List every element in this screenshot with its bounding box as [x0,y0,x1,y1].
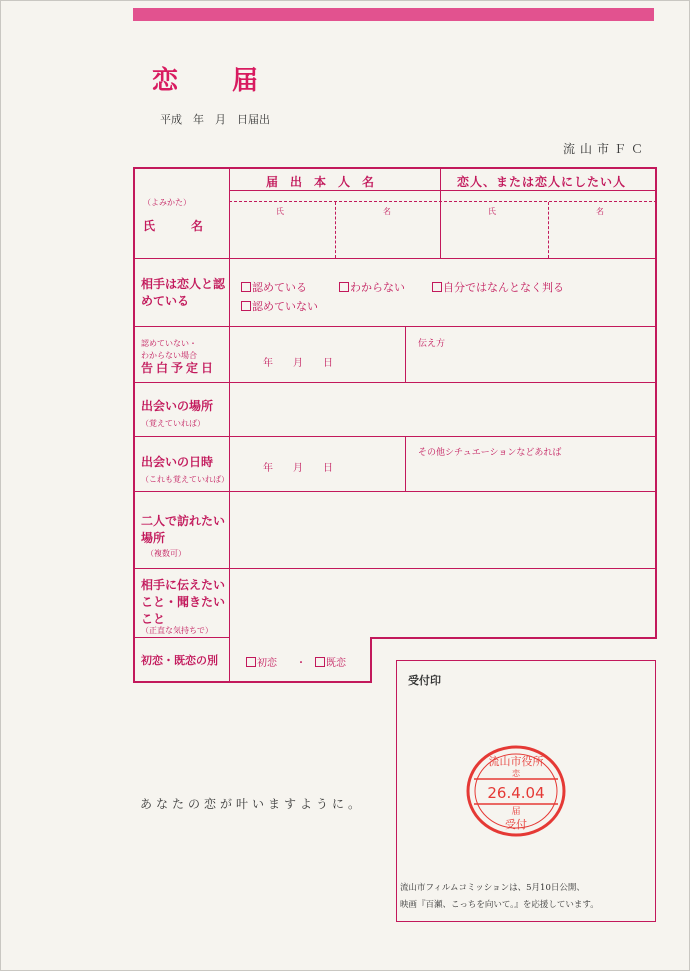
message-field[interactable] [231,570,654,636]
checkbox[interactable] [241,301,251,311]
stamp-mid-text: 恋 [512,769,520,778]
reading-label: （よみかた） [143,198,191,207]
love-type-separator: ・ [296,658,306,669]
checkbox[interactable] [432,282,442,292]
partner-family-name-label: 氏 [488,207,496,216]
reception-stamp [462,742,570,842]
recognize-option-unknown[interactable]: わからない [339,279,405,295]
note-line-1: 流山市フィルムコミッションは、5月10日公開、 [400,883,585,893]
confess-label-top: 認めていない・ [141,339,197,348]
confess-method-label: 伝え方 [418,339,446,349]
self-name-header: 届出本人名 [266,175,387,189]
recognize-option-no[interactable]: 認めていない [241,298,318,314]
confess-label-mid: わからない場合 [141,351,197,360]
visit-places-label: 二人で訪れたい場所 [141,514,226,545]
name-label: 氏 名 [143,219,204,233]
self-family-name-field[interactable] [231,214,334,257]
recognize-option-yes[interactable]: 認めている [241,279,307,295]
meeting-place-label: 出会いの場所 [141,399,214,413]
confess-date-label: 告白予定日 [141,361,217,375]
recognize-label: 相手は恋人と認めている [141,277,226,308]
stamp-top-text: 流山市役所 [488,755,544,768]
confess-date-field[interactable]: 年 月 日 [263,358,333,369]
visit-places-sub: （複数可） [146,549,186,558]
checkbox[interactable] [241,282,251,292]
love-type-label: 初恋・既恋の別 [141,654,218,667]
other-situation-label: その他シチュエーションなどあれば [418,448,562,458]
top-color-bar [133,8,654,21]
partner-name-header: 恋人、または恋人にしたい人 [457,175,627,189]
stamp-bottom-text: 受付 [505,818,527,831]
self-given-name-label: 名 [383,207,391,216]
self-given-name-field[interactable] [337,214,439,257]
visit-places-field[interactable] [231,493,654,567]
meeting-date-sub: （これも覚えていれば） [141,475,229,484]
closing-message: あなたの恋が叶いますように。 [140,797,365,811]
organization-name: 流山市ＦＣ [563,142,649,156]
partner-family-name-field[interactable] [442,214,547,257]
stamp-low-text: 届 [511,807,521,817]
message-sub: （正直な気持ちで） [141,626,213,635]
partner-given-name-field[interactable] [550,214,654,257]
form-title: 恋 届 [152,66,273,96]
message-label: 相手に伝えたいこと・聞きたいこと [141,578,226,626]
checkbox[interactable] [315,657,325,667]
meeting-place-sub: （覚えていれば） [141,419,205,428]
self-family-name-label: 氏 [276,207,284,216]
meeting-date-label: 出会いの日時 [141,455,214,469]
checkbox[interactable] [339,282,349,292]
film-commission-note [400,880,599,914]
past-love-option[interactable]: 既恋 [315,654,346,669]
stamp-date-text: 26.4.04 [487,784,545,802]
reception-stamp-title: 受付印 [408,674,441,687]
submission-date-line: 平成 年 月 日届出 [160,113,270,126]
partner-given-name-label: 名 [596,207,604,216]
recognize-option-sense[interactable]: 自分ではなんとなく判る [432,279,564,295]
first-love-option[interactable]: 初恋 [246,654,277,669]
meeting-date-field[interactable]: 年 月 日 [263,463,333,474]
meeting-place-field[interactable] [231,384,654,435]
note-line-2: 映画『百瀬、こっちを向いて。』を応援しています。 [400,900,599,910]
checkbox[interactable] [246,657,256,667]
